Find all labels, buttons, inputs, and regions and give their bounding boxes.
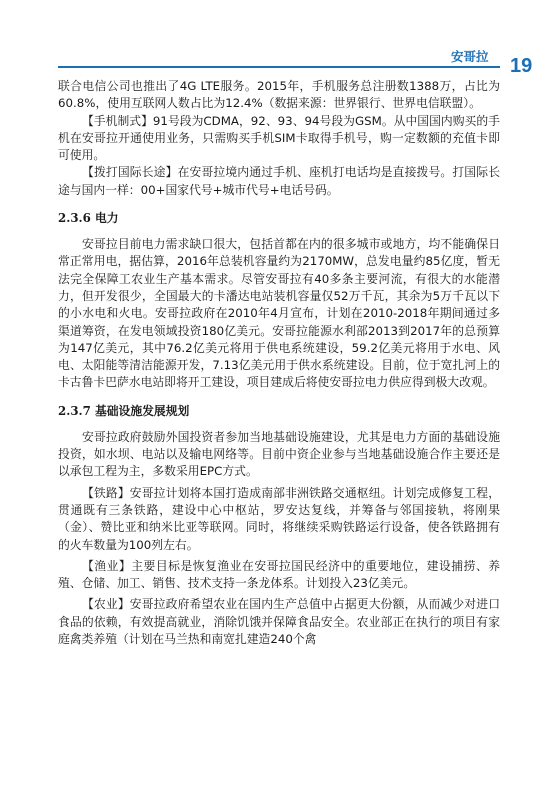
paragraph-international-calls: 【拨打国际长途】在安哥拉境内通过手机、座机打电话均是直接拨号。打国际长途与国内一样：00+国家代号+城市代号+电话号码。 [58,165,500,197]
page-number: 19 [510,55,533,77]
paragraph-electricity: 安哥拉目前电力需求缺口很大，包括首都在内的很多城市或地方，均不能确保日常正常用电，据估算，2016年总装机容量约为2170MW，总发电量约85亿度，暂无法完全保障工农业生产基本需求。尽管安哥拉有40多条主要河流，有很大的水能潜力，但开发很少，全国最大的卡潘达电站装机容量仅52万千瓦，其余为5万千瓦以下的小水电和火电。安哥拉政府在2010年4月宣布，计划在2010-2018年期间通过多渠道筹资，在发电领域投资180亿美元。安哥拉能源水利部2013到2017年的总预算为147亿美元，其中76.2亿美元将用于供电系统建设，59.2亿美元将用于水电、风电、太阳能等清洁能源开发，7.13亿美元用于供水系统建设。目前，位于宽扎河上的卡古鲁卡巴萨水电站即将开工建设，项目建成后将使安哥拉电力供应得到极大改观。 [58,237,500,390]
paragraph-agriculture: 【农业】安哥拉政府希望农业在国内生产总值中占据更大份额，从而减少对进口食品的依赖，有效提高就业，消除饥饿并保障食品安全。农业部正在执行的项目有家庭禽类养殖（计划在马兰热和南宽扎建造240个禽 [58,597,500,647]
paragraph-infrastructure: 安哥拉政府鼓励外国投资者参加当地基础设施建设，尤其是电力方面的基础设施投资，如水坝、电站以及输电网络等。目前中资企业参与当地基础设施合作主要还是以承包工程为主，多数采用EPC方式。 [58,429,500,479]
header-rule [58,66,500,68]
paragraph-mobile-standard: 【手机制式】91号段为CDMA，92、93、94号段为GSM。从中国国内购买的手机在安哥拉开通使用业务，只需购买手机SIM卡取得手机号，购一定数额的充值卡即可使用。 [58,113,500,163]
section-heading-infrastructure: 2.3.7 基础设施发展规划 [58,403,190,418]
paragraph-telecom-continued: 联合电信公司也推出了4G LTE服务。2015年，手机服务总注册数1388万，占比为60.8%，使用互联网人数占比为12.4%（数据来源：世界银行、世界电信联盟）。 [58,79,500,111]
section-heading-electricity: 2.3.6 电力 [58,211,119,226]
running-header-title: 安哥拉 [451,49,489,64]
page-header [0,0,559,80]
paragraph-railway: 【铁路】安哥拉计划将本国打造成南部非洲铁路交通枢纽。计划完成修复工程，贯通既有三条铁路，建设中心中枢站，罗安达复线，并筹备与邻国接轨，将刚果（金）、赞比亚和纳米比亚等联网。同时，将继续采购铁路运行设备，使各铁路拥有的火车数量为100列左右。 [58,485,500,552]
page-body [58,78,500,648]
paragraph-fishery: 【渔业】主要目标是恢复渔业在安哥拉国民经济中的重要地位，建设捕捞、养殖、仓储、加工、销售、技术支持一条龙体系。计划投入23亿美元。 [58,558,500,591]
